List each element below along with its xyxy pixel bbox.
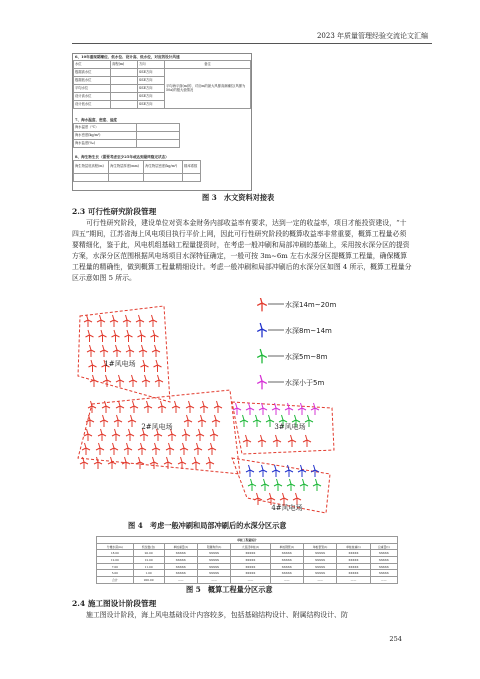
table-title: 单桩工程量统计 [97, 537, 398, 544]
turbine-icon [257, 323, 267, 337]
turbine-marker [130, 401, 138, 413]
turbine-marker [208, 443, 216, 455]
cell [137, 132, 179, 140]
col-header: 备注 [165, 61, 251, 69]
turbine-marker [192, 457, 200, 469]
turbine-marker [259, 465, 267, 477]
turbine-marker [84, 429, 92, 441]
table-cell: —— [337, 577, 370, 584]
farm2-label: 2#风电场 [141, 423, 173, 431]
farm1-label: 1#风电场 [104, 360, 136, 368]
running-header: 2023 年质量管理经验交流论文汇编 [316, 32, 428, 40]
turbine-marker [194, 443, 202, 455]
table-cell: XXXXX [231, 550, 270, 557]
table-cell: XXXXX [337, 563, 370, 570]
turbine-marker [166, 443, 174, 455]
col-header: 机位数(台) [133, 543, 164, 550]
col-header: 分摊水深(m) [97, 543, 134, 550]
turbine-marker [150, 457, 158, 469]
turbine-marker [287, 479, 295, 491]
cell: 海水盐度(‰) [74, 140, 137, 148]
turbine-marker [124, 443, 132, 455]
turbine-marker [123, 315, 131, 327]
section-2-3-heading: 2.3 可行性研究阶段管理 [72, 207, 157, 216]
col-header: 附属构件(t) [197, 543, 230, 550]
table-cell: XXXXX [231, 557, 270, 564]
table-header-row [74, 161, 201, 174]
turbine-marker [125, 330, 133, 342]
turbine-marker [254, 493, 262, 505]
legend-item [257, 375, 324, 389]
table-row [74, 140, 180, 148]
turbine-marker [298, 465, 306, 477]
sheet-section-3-title: 8、海生物生长（需要考虑至少25年或达到最终稳定状态） [75, 155, 169, 160]
turbine-marker [300, 479, 308, 491]
turbine-marker [90, 375, 98, 387]
turbine-marker [116, 375, 124, 387]
cell [183, 174, 201, 182]
legend-label: 水深5m~8m [285, 353, 328, 361]
turbine-marker [172, 401, 180, 413]
turbine-marker [178, 457, 186, 469]
turbine-marker [86, 415, 94, 427]
turbine-marker [136, 315, 144, 327]
farm3-label: 3#风电场 [274, 423, 306, 431]
table-cell: XXXXX [370, 557, 397, 564]
turbine-marker [89, 360, 97, 372]
table-header-row [97, 543, 398, 550]
turbine-marker [266, 415, 274, 427]
table-cell: 合计 [97, 577, 134, 584]
hydrology-data-sheet [72, 53, 252, 191]
cell [109, 174, 144, 182]
turbine-marker [184, 415, 192, 427]
cell [111, 93, 138, 101]
legend-item [257, 349, 327, 363]
turbine-marker [152, 345, 160, 357]
col-header: 海生物层密度(kg/m³) [144, 161, 183, 174]
table-cell: XXXXX [164, 563, 197, 570]
farm2-boundary [78, 390, 240, 474]
table-row [74, 124, 180, 132]
cell: SSE方向 [138, 85, 165, 93]
turbine-marker [100, 415, 108, 427]
turbine-marker [108, 457, 116, 469]
figure-3-caption: 图 3 水文资料对接表 [202, 193, 275, 202]
turbine-marker [110, 315, 118, 327]
turbine-marker [113, 345, 121, 357]
cell [111, 101, 138, 109]
cell: SSE方向 [138, 69, 165, 77]
turbine-marker [210, 429, 218, 441]
table-row [74, 174, 201, 182]
turbine-marker [110, 443, 118, 455]
table-cell: XXXXX [231, 563, 270, 570]
legend-item [257, 323, 332, 337]
table-cell: 200.00 [133, 577, 164, 584]
turbine-marker [180, 443, 188, 455]
turbine-marker [182, 429, 190, 441]
cell: SSE方向 [138, 77, 165, 85]
figure-5-caption: 图 5 概算工程量分区示意 [186, 585, 273, 594]
turbine-marker [138, 443, 146, 455]
table-cell: XXXXX [370, 570, 397, 577]
turbine-marker [99, 330, 107, 342]
turbine-marker [141, 360, 149, 372]
table-cell: —— [370, 577, 397, 584]
table-cell: 11.00 [133, 563, 164, 570]
water-depth-zoning-map [72, 298, 412, 518]
turbine-marker [200, 401, 208, 413]
turbine-icon [257, 298, 267, 311]
turbine-marker [305, 415, 313, 427]
turbine-marker [259, 403, 267, 415]
table-cell: XXXXX [303, 570, 336, 577]
table-cell: XXXXX [337, 557, 370, 564]
turbine-marker [303, 435, 311, 447]
table-cell: 18.00 [97, 550, 134, 557]
table-row [97, 557, 398, 564]
turbine-marker [87, 345, 95, 357]
section-2-4-paragraph: 施工图设计阶段，海上风电基础设计内容较多，包括基础结构设计、附属结构设计、防 [86, 611, 348, 619]
table-row [97, 563, 398, 570]
table-cell: XXXXX [197, 570, 230, 577]
turbine-marker [298, 403, 306, 415]
turbine-marker [138, 330, 146, 342]
legend-label: 水深14m~20m [285, 301, 337, 309]
turbine-marker [285, 403, 293, 415]
table-cell: XXXXX [270, 563, 303, 570]
table-row [97, 550, 398, 557]
table-cell: XXXXX [270, 570, 303, 577]
turbine-marker [116, 401, 124, 413]
turbine-marker [206, 457, 214, 469]
cell: 海水密度(kg/m³) [74, 132, 137, 140]
turbine-marker [186, 401, 194, 413]
col-header: 水位 [74, 61, 111, 69]
cell: 极端低水位 [74, 77, 111, 85]
table-cell: 12.00 [133, 557, 164, 564]
col-header: 大直径单桩(t) [231, 543, 270, 550]
turbine-marker [94, 457, 102, 469]
turbine-marker [155, 375, 163, 387]
col-header: 海生物层底高程(m) [74, 161, 109, 174]
table-cell: 1.00 [133, 570, 164, 577]
turbine-marker [142, 375, 150, 387]
turbine-marker [152, 443, 160, 455]
sheet-section-2-title: 7、海水温度、密度、盐度 [75, 118, 118, 123]
turbine-markers [80, 315, 321, 505]
turbine-marker [128, 415, 136, 427]
table-cell: XXXXX [337, 550, 370, 557]
table-cell: XXXXX [303, 557, 336, 564]
cell: 设计低水位 [74, 101, 111, 109]
col-header: 单桩重量(t) [164, 543, 197, 550]
turbine-marker [246, 465, 254, 477]
cell [111, 85, 138, 93]
cell: SSE方向 [138, 101, 165, 109]
turbine-marker [112, 330, 120, 342]
quantity-zoning-table [96, 536, 398, 584]
section-2-3-paragraph: 可行性研究阶段，建设单位对资本金财务内部收益率有要求，达到一定的收益率，项目才能投资建设，“十四五”期间，江苏省海上风电项目执行平价上网，因此可行性研究阶段的概算收益率非常重要，概算工程量必须要精细化，鉴于此，风电机组基础工程量提资时，在考虑一般冲刷和局部冲刷的基础上，采用按水深分区的提资方案，水深分区范围根据风电场项目水深特征确定，一般可按 3m~6m 左右水深分区提概算工程量，确保概算工程量的精确性，做到概算工程量精细设计。考虑一般冲刷和局部冲刷后的水深分区如图 4 所示，概算工程量分区示意如图 5 所示。 [72, 219, 412, 282]
col-header: 高程(m) [111, 61, 138, 69]
table-title-row [97, 537, 398, 544]
table-cell: XXXXX [197, 557, 230, 564]
figure-4-caption: 图 4 考虑一般冲刷和局部冲刷后的水深分区示意 [128, 521, 287, 530]
table-cell: XXXXX [337, 570, 370, 577]
turbine-marker [258, 435, 266, 447]
turbine-marker [122, 457, 130, 469]
turbine-marker [243, 435, 251, 447]
col-header: 方向 [138, 61, 165, 69]
turbine-marker [100, 345, 108, 357]
col-header: 单桩套笼(t) [303, 543, 336, 550]
turbine-marker [212, 415, 220, 427]
turbine-marker [136, 457, 144, 469]
table-row [74, 69, 251, 77]
table-cell: XXXXX [303, 563, 336, 570]
header-rule [72, 43, 432, 44]
col-header: 单桩钢管(t) [270, 543, 303, 550]
section-2-4-heading: 2.4 施工图设计阶段管理 [72, 599, 157, 608]
turbine-marker [139, 345, 147, 357]
table-cell: 5.00 [97, 570, 134, 577]
table-cell: —— [303, 577, 336, 584]
turbine-marker [114, 415, 122, 427]
turbine-marker [86, 330, 94, 342]
turbine-marker [311, 465, 319, 477]
table-cell: —— [231, 577, 270, 584]
turbine-marker [98, 429, 106, 441]
turbine-marker [273, 435, 281, 447]
turbine-marker [129, 375, 137, 387]
col-header: 单桩桩重(t) [337, 543, 370, 550]
table-cell: —— [197, 577, 230, 584]
table-cell: XXXXX [370, 563, 397, 570]
marine-growth-table [73, 160, 201, 182]
cell: 极端高水位 [74, 69, 111, 77]
col-header: 海生物层厚度(mm) [109, 161, 144, 174]
turbine-marker [112, 429, 120, 441]
turbine-marker [198, 415, 206, 427]
col-header: 总重量(t) [370, 543, 397, 550]
table-cell: XXXXX [197, 563, 230, 570]
table-cell: XXXXX [197, 550, 230, 557]
cell [111, 69, 138, 77]
depth-legend [257, 298, 336, 389]
turbine-marker [214, 401, 222, 413]
turbine-marker [311, 403, 319, 415]
table-row [97, 577, 398, 584]
table-cell: —— [270, 577, 303, 584]
turbine-marker [154, 360, 162, 372]
sheet-section-1-title: 6、10年重现期潮位、低水位、设计高、低水位，对应的设计风速 [75, 55, 180, 59]
table-body [97, 550, 398, 583]
turbine-marker [196, 429, 204, 441]
turbine-marker [126, 345, 134, 357]
turbine-marker [248, 479, 256, 491]
cell: 设计高水位 [74, 93, 111, 101]
table-cell: XXXXX [270, 550, 303, 557]
table-cell: XXXXX [164, 557, 197, 564]
cell [74, 174, 109, 182]
legend-item [257, 298, 336, 311]
turbine-marker [82, 443, 90, 455]
cell: 海水温度（℃） [74, 124, 137, 132]
table-cell: XXXXX [164, 550, 197, 557]
turbine-marker [103, 375, 111, 387]
turbine-marker [149, 315, 157, 327]
cell [111, 77, 138, 85]
turbine-marker [246, 403, 254, 415]
table-cell: 12.00 [97, 557, 134, 564]
table-cell: 20.00 [133, 550, 164, 557]
turbine-marker [97, 315, 105, 327]
turbine-marker [272, 465, 280, 477]
turbine-marker [88, 401, 96, 413]
turbine-marker [240, 415, 248, 427]
turbine-marker [313, 479, 321, 491]
turbine-marker [253, 415, 261, 427]
turbine-marker [144, 401, 152, 413]
turbine-marker [288, 435, 296, 447]
turbine-marker [126, 429, 134, 441]
turbine-marker [96, 443, 104, 455]
cell [144, 174, 183, 182]
farm4-label: 4#风电场 [271, 504, 303, 512]
turbine-marker [158, 401, 166, 413]
note-cell: 平均海平面(m)的、对应m的最大风暴高潮潮位(风暴为50a)的极大值情况 [165, 69, 251, 109]
turbine-icon [257, 349, 267, 363]
turbine-icon [257, 375, 267, 389]
cell: SSE方向 [138, 93, 165, 101]
table-cell: XXXXX [164, 570, 197, 577]
table-cell: XXXXX [270, 557, 303, 564]
turbine-marker [84, 315, 92, 327]
table-cell: XXXXX [370, 550, 397, 557]
page-number: 254 [389, 635, 402, 643]
table-row [74, 132, 180, 140]
turbine-marker [261, 479, 269, 491]
cell [137, 140, 179, 148]
table-header-row [74, 61, 251, 69]
water-level-table [73, 60, 251, 109]
legend-label: 水深8m~14m [285, 327, 332, 335]
table-cell: —— [164, 577, 197, 584]
table-cell: XXXXX [303, 550, 336, 557]
table-cell: 7.00 [97, 563, 134, 570]
cell: 平均水位 [74, 85, 111, 93]
turbine-marker [274, 479, 282, 491]
turbine-marker [151, 330, 159, 342]
col-header: 糙率系数 [183, 161, 201, 174]
legend-label: 水深小于5m [285, 379, 325, 387]
seawater-table [73, 123, 180, 148]
table-row [97, 570, 398, 577]
table-cell: XXXXX [231, 570, 270, 577]
cell [137, 124, 179, 132]
